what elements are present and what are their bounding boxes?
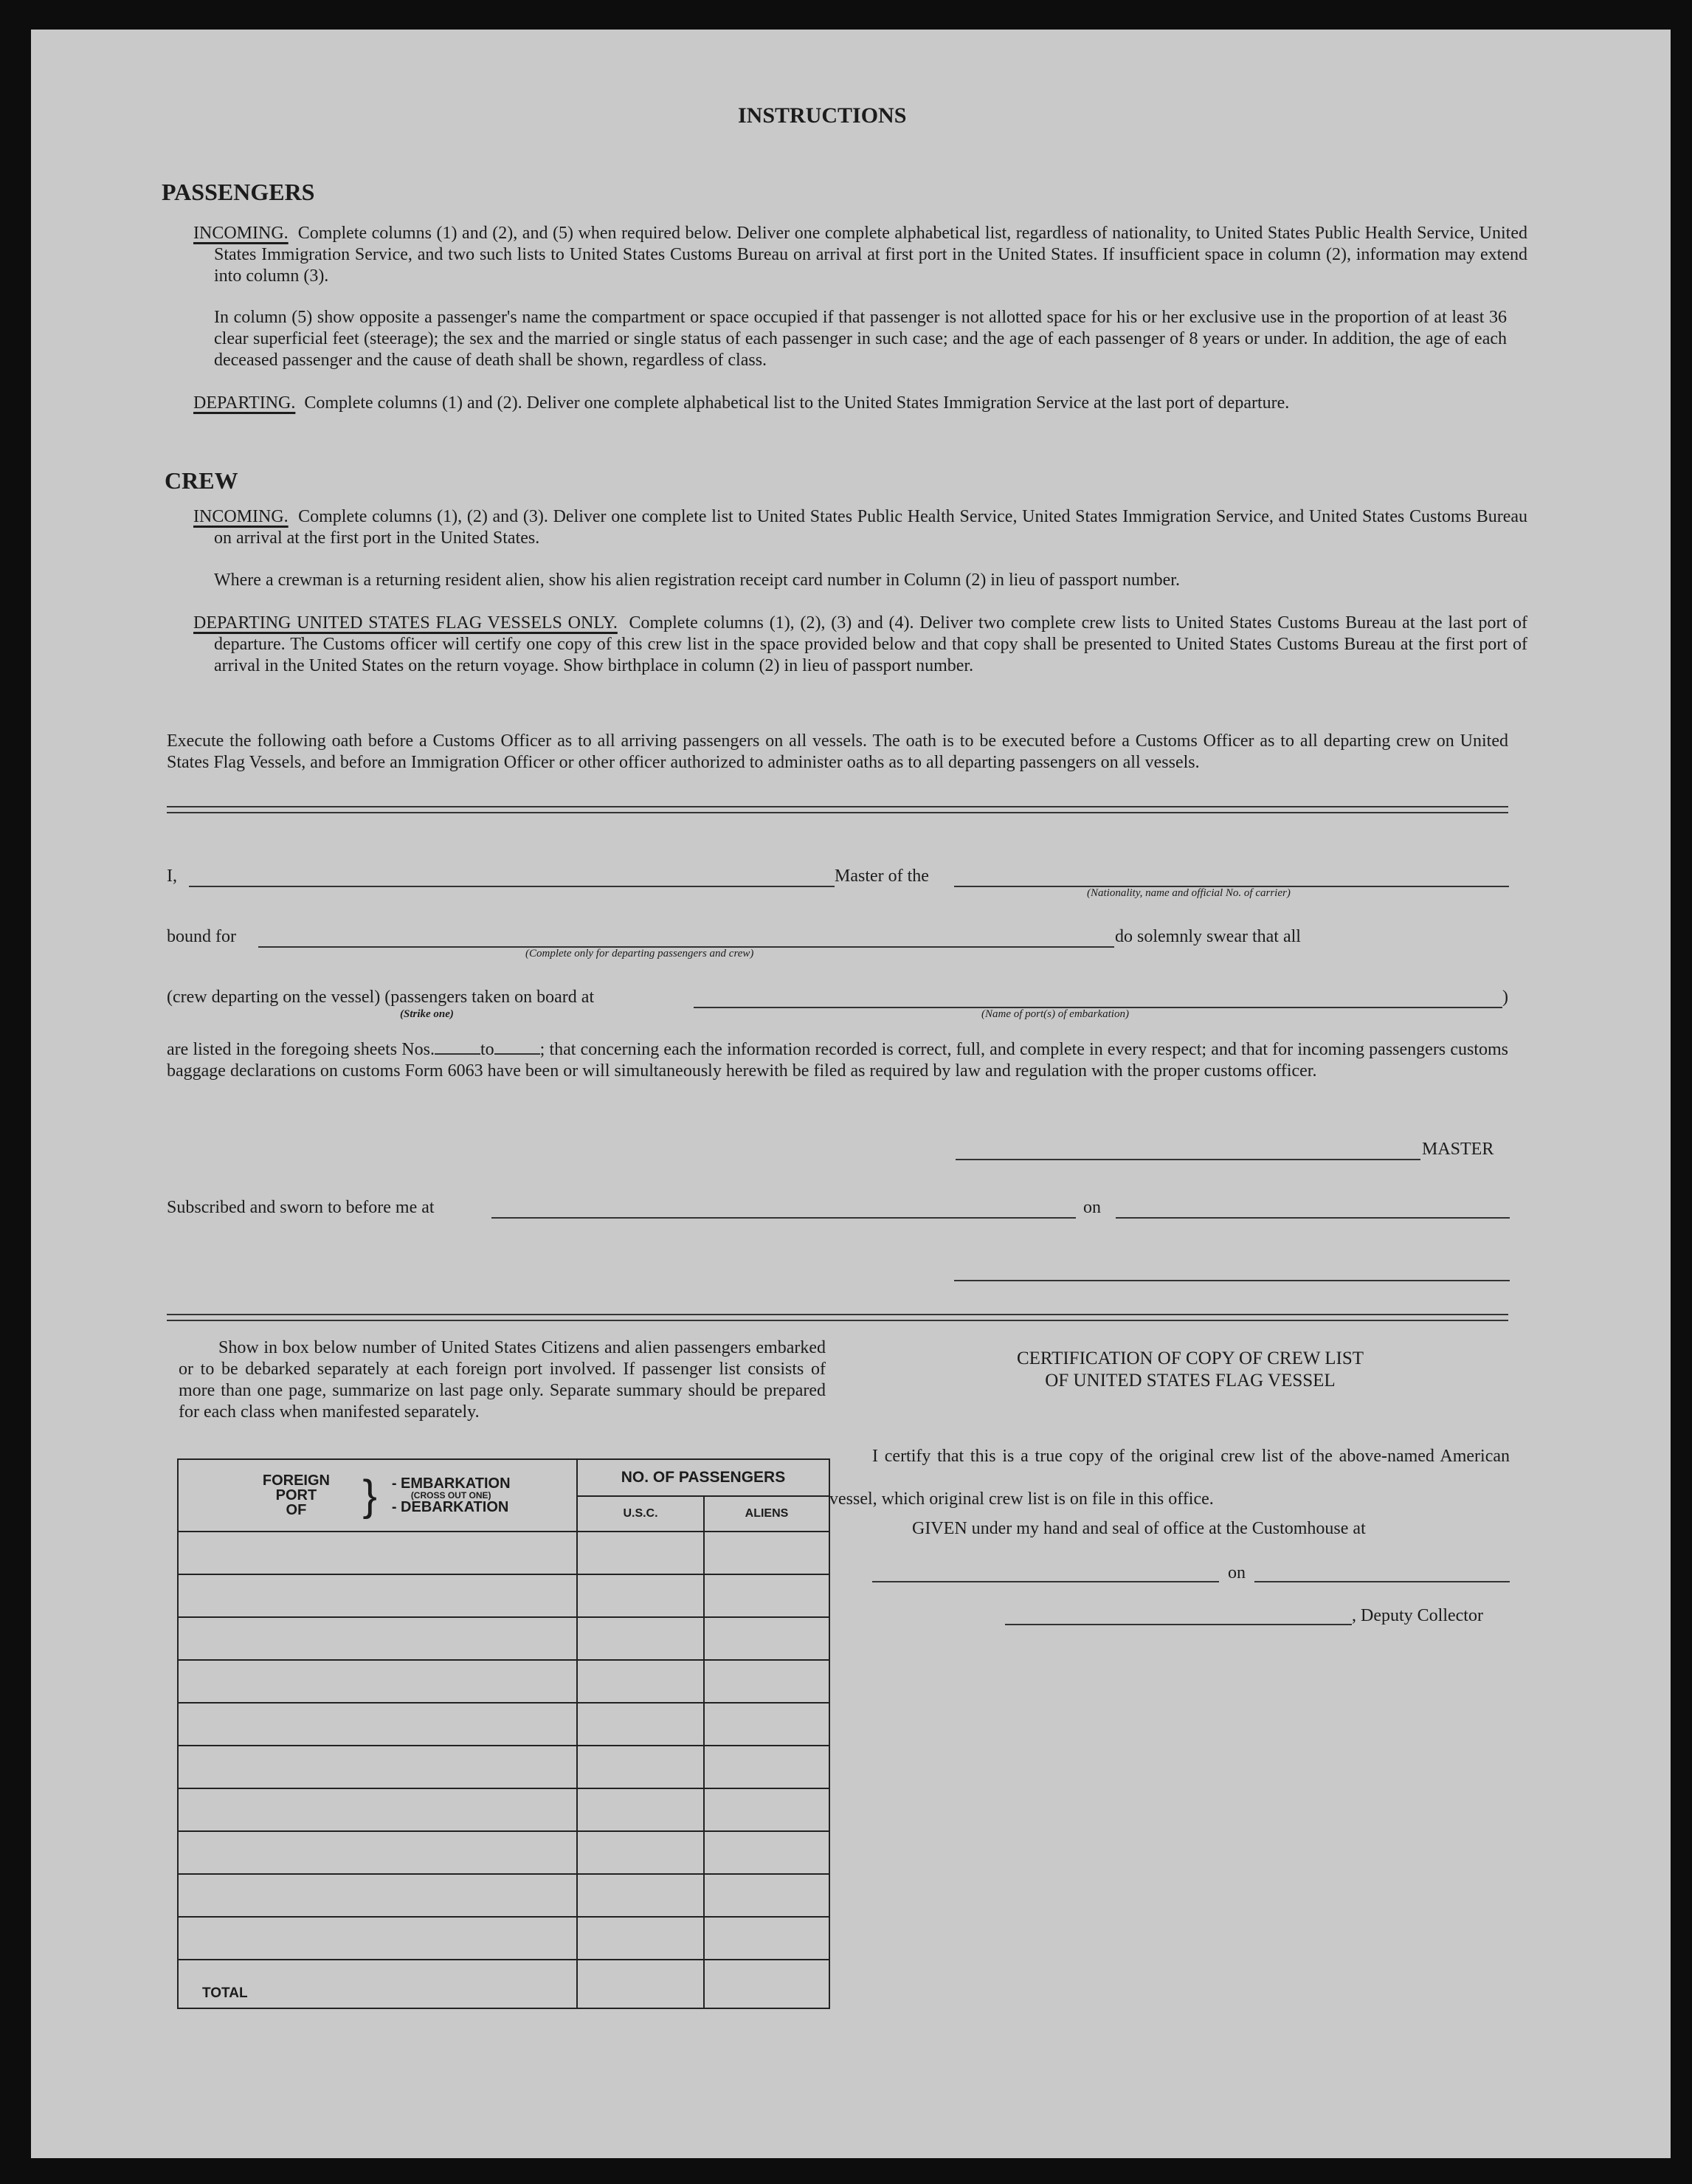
port-header [178, 1459, 577, 1532]
crew-incoming-text: Complete columns (1), (2) and (3). Deliver one complete list to United States Public Health Service, United States Immigration Service, and United States Customs Bureau on arrival at the first port in the United States. [214, 507, 1528, 548]
table-row [178, 1917, 829, 1960]
usc-cell[interactable] [577, 1660, 704, 1703]
sheet-from-field[interactable] [435, 1053, 480, 1055]
divider [167, 1320, 1508, 1321]
port-caption: (Name of port(s) of embarkation) [981, 1008, 1129, 1020]
passengers-incoming [193, 223, 1527, 287]
table-row [178, 1574, 829, 1617]
crew-departing-text: Complete columns (1), (2), (3) and (4). Deliver two complete crew lists to United States Customs Bureau at the last port of departure. The Customs officer will certify one copy of this crew list in the space provided below and that copy shall be presented to United States Customs Bureau at the first port of arrival in the United States on the return voyage. Show birthplace in column (2) in lieu of passport number. [214, 613, 1527, 675]
aliens-cell[interactable] [704, 1660, 829, 1703]
cert-date-field[interactable] [1254, 1581, 1510, 1582]
aliens-cell[interactable] [704, 1831, 829, 1874]
table-row [178, 1532, 829, 1574]
listed-text-b: ; that concerning each the information recorded is correct, full, and complete in every respect; and that for incoming passengers customs baggage declarations on customs Form 6063 have been or will simultaneously herewith be filed as required by law and regulation with the proper customs officer. [167, 1040, 1508, 1081]
crew-departing [193, 613, 1527, 677]
aliens-cell[interactable] [704, 1788, 829, 1831]
master-label: MASTER [1422, 1140, 1494, 1159]
sworn-place-field[interactable] [491, 1217, 1076, 1219]
deputy-signature-field[interactable] [1005, 1624, 1352, 1625]
aliens-cell[interactable] [704, 1917, 829, 1960]
strike-one-caption: (Strike one) [400, 1008, 454, 1020]
no-passengers-header: NO. OF PASSENGERS [577, 1459, 829, 1496]
listed-text-a: are listed in the foregoing sheets Nos. [167, 1040, 435, 1059]
incoming-text: Complete columns (1) and (2), and (5) when required below. Deliver one complete alphabetical list, regardless of nationality, to United States Public Health Service, United States Immigration Service, and two such lists to United States Customs Bureau on arrival at first port in the United States. If insufficient space in column (2), information may extend into column (3). [214, 224, 1528, 286]
usc-cell[interactable] [577, 1788, 704, 1831]
port-cell[interactable] [178, 1660, 577, 1703]
certification-title [895, 1348, 1485, 1392]
aliens-cell[interactable] [704, 1874, 829, 1917]
aliens-header: ALIENS [704, 1496, 829, 1532]
port-header-port: PORT [275, 1487, 317, 1503]
aliens-cell[interactable] [704, 1617, 829, 1660]
aliens-cell[interactable] [704, 1532, 829, 1574]
total-label: TOTAL [178, 1960, 577, 2008]
port-cell[interactable] [178, 1831, 577, 1874]
deputy-collector: , Deputy Collector [1352, 1606, 1483, 1625]
listed-paragraph [167, 1039, 1508, 1082]
officer-signature-field[interactable] [954, 1280, 1510, 1281]
swear-text: do solemnly swear that all [1115, 927, 1301, 946]
cross-out-note: (CROSS OUT ONE) [410, 1490, 491, 1501]
usc-cell[interactable] [577, 1574, 704, 1617]
port-cell[interactable] [178, 1788, 577, 1831]
certification-title-2: OF UNITED STATES FLAG VESSEL [1045, 1371, 1336, 1391]
crew-passengers-text: (crew departing on the vessel) (passengers taken on board at [167, 988, 595, 1007]
listed-to: to [480, 1040, 494, 1059]
port-cell[interactable] [178, 1532, 577, 1574]
summary-instructions: Show in box below number of United States Citizens and alien passengers embarked or to be debarked separately at each foreign port involved. If passenger list consists of more than one page, summarize on last page only. Separate summary should be prepared for each class when manifested separately. [179, 1338, 826, 1422]
table-row [178, 1788, 829, 1831]
aliens-cell[interactable] [704, 1574, 829, 1617]
bound-caption: (Complete only for departing passengers and crew) [525, 948, 754, 960]
total-row [178, 1960, 829, 2008]
table-row [178, 1874, 829, 1917]
port-cell[interactable] [178, 1746, 577, 1788]
usc-cell[interactable] [577, 1703, 704, 1746]
oath-i: I, [167, 867, 177, 886]
sworn-on: on [1083, 1198, 1101, 1217]
port-header-foreign: FOREIGN [262, 1472, 330, 1489]
crew-incoming-label: INCOMING. [193, 507, 289, 526]
sworn-date-field[interactable] [1116, 1217, 1510, 1219]
table-row [178, 1617, 829, 1660]
passenger-summary-table [177, 1458, 830, 2009]
port-cell[interactable] [178, 1917, 577, 1960]
aliens-cell[interactable] [704, 1746, 829, 1788]
sheet-to-field[interactable] [494, 1053, 540, 1055]
table-row [178, 1746, 829, 1788]
table-row [178, 1660, 829, 1703]
divider [167, 806, 1508, 807]
passengers-heading: PASSENGERS [162, 179, 315, 205]
usc-cell[interactable] [577, 1831, 704, 1874]
embarkation-option[interactable]: - EMBARKATION [391, 1475, 511, 1492]
incoming-label: INCOMING. [193, 224, 289, 243]
bound-for: bound for [167, 927, 236, 946]
crew-resident: Where a crewman is a returning resident alien, show his alien registration receipt card number in Column (2) in lieu of passport number. [214, 571, 1180, 590]
divider [167, 1314, 1508, 1315]
master-of-the: Master of the [835, 867, 929, 886]
usc-cell[interactable] [577, 1917, 704, 1960]
aliens-cell[interactable] [704, 1703, 829, 1746]
brace-icon: } [362, 1471, 377, 1520]
passengers-departing [193, 393, 1527, 414]
passengers-column5: In column (5) show opposite a passenger's name the compartment or space occupied if that passenger is not allotted space for his or her exclusive use in the proportion of at least 36 clear superficial feet (steerage); the sex and the married or single status of each passenger in such case; and the age of each passenger of 8 years or under. In addition, the age of each deceased passenger and the cause of death shall be shown, regardless of class. [214, 308, 1507, 370]
master-name-field[interactable] [189, 886, 835, 887]
table-row [178, 1831, 829, 1874]
subscribed-text: Subscribed and sworn to before me at [167, 1198, 435, 1217]
port-cell[interactable] [178, 1703, 577, 1746]
aliens-total-cell[interactable] [704, 1960, 829, 2008]
usc-cell[interactable] [577, 1746, 704, 1788]
departing-label: DEPARTING. [193, 393, 296, 413]
given-text: GIVEN under my hand and seal of office at the Customhouse at [912, 1519, 1366, 1538]
port-header-of: OF [286, 1502, 307, 1518]
oath-intro: Execute the following oath before a Customs Officer as to all arriving passengers on all vessels. The oath is to be executed before a Customs Officer as to all departing crew on United States Flag Vessels, and before an Immigration Officer or other officer authorized to administer oaths as to all departing passengers on all vessels. [167, 731, 1508, 772]
usc-header: U.S.C. [577, 1496, 704, 1532]
table-row [178, 1703, 829, 1746]
usc-cell[interactable] [577, 1874, 704, 1917]
port-cell[interactable] [178, 1574, 577, 1617]
crew-incoming [193, 506, 1527, 549]
crew-departing-label: DEPARTING UNITED STATES FLAG VESSELS ONLY. [193, 613, 618, 633]
carrier-caption: (Nationality, name and official No. of carrier) [1087, 887, 1291, 899]
crew-heading: CREW [165, 467, 238, 494]
certify-text: I certify that this is a true copy of the original crew list of the above-named American vessel, which original crew list is on file in this office. [829, 1447, 1510, 1509]
master-signature-field[interactable] [956, 1159, 1420, 1160]
customhouse-field[interactable] [872, 1581, 1219, 1582]
departing-text: Complete columns (1) and (2). Deliver one complete alphabetical list to the United States Immigration Service at the last port of departure. [304, 393, 1290, 413]
close-paren: ) [1502, 988, 1508, 1007]
port-cell[interactable] [178, 1874, 577, 1917]
usc-cell[interactable] [577, 1532, 704, 1574]
certification-title-1: CERTIFICATION OF COPY OF CREW LIST [1016, 1348, 1364, 1368]
divider [167, 812, 1508, 813]
usc-total-cell[interactable] [577, 1960, 704, 2008]
debarkation-option[interactable]: - DEBARKATION [391, 1499, 509, 1515]
page-title: INSTRUCTIONS [738, 103, 907, 128]
port-cell[interactable] [178, 1617, 577, 1660]
usc-cell[interactable] [577, 1617, 704, 1660]
cert-on: on [1228, 1563, 1246, 1582]
